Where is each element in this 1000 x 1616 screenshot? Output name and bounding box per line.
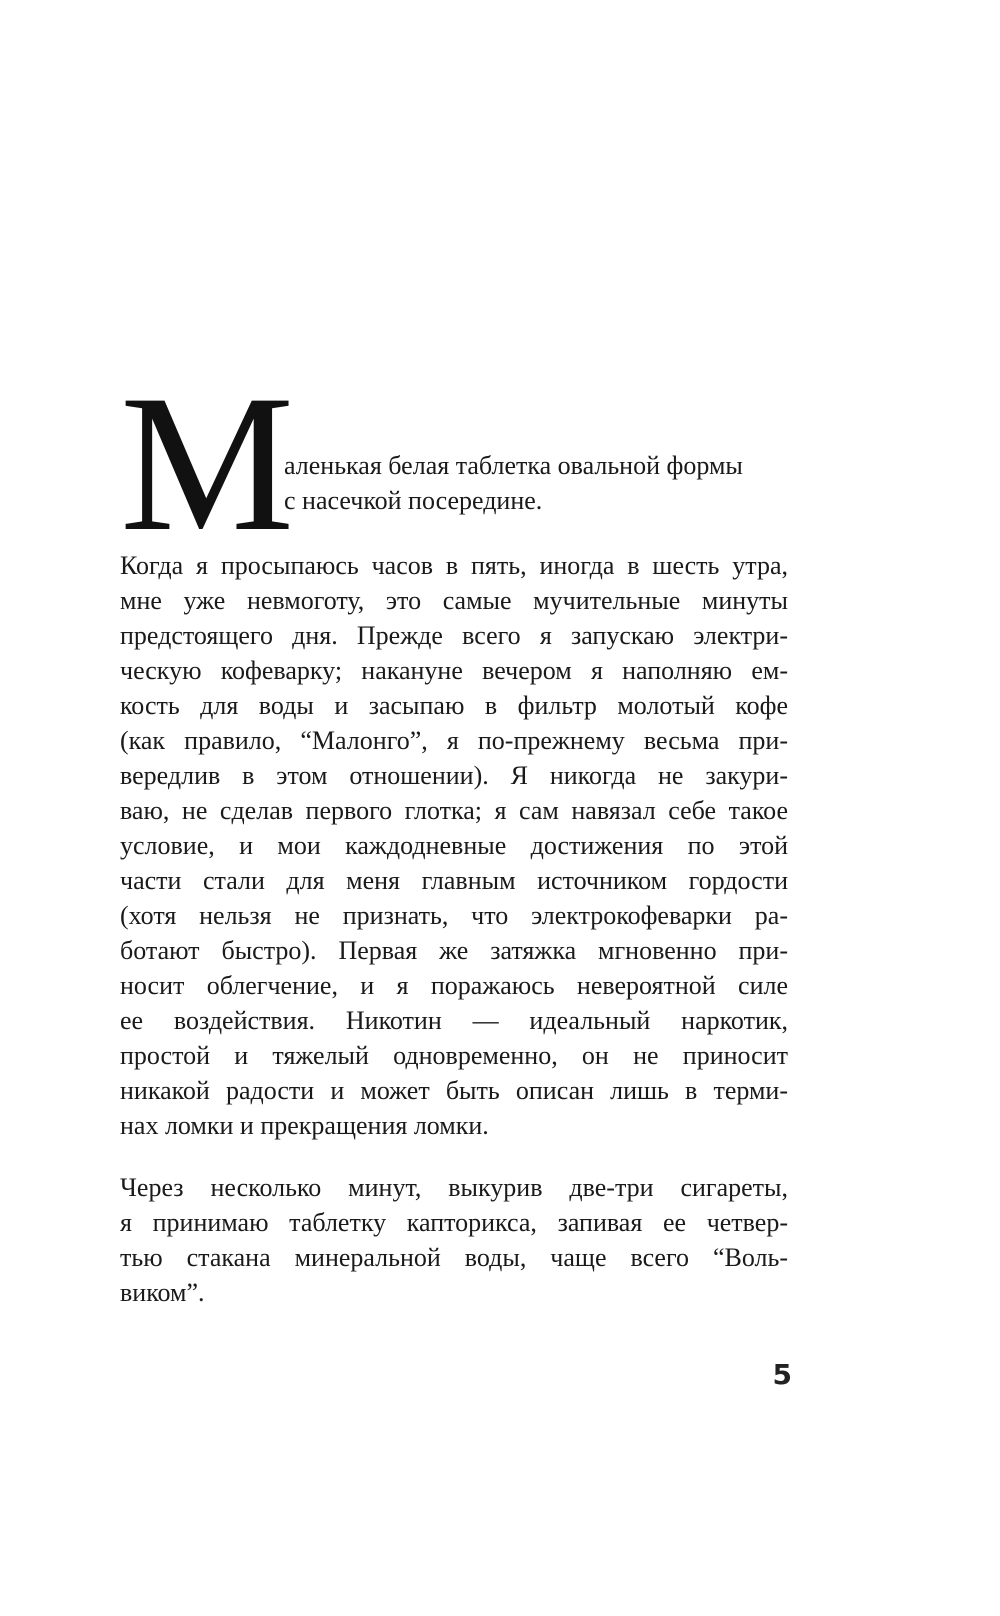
text-line: мне уже невмоготу, это самые мучительные минуты <box>120 586 788 615</box>
text-line: носит облегчение, и я поражаюсь невероятной силе <box>120 971 788 1000</box>
paragraph <box>120 548 788 1143</box>
text-line: простой и тяжелый одновременно, он не приносит <box>120 1041 788 1070</box>
text-line: виком”. <box>120 1278 205 1307</box>
text-line: нах ломки и прекращения ломки. <box>120 1111 489 1140</box>
text-line: ботают быстро). Первая же затяжка мгновенно при- <box>120 936 788 965</box>
text-line: я принимаю таблетку капторикса, запивая ее четвер- <box>120 1208 788 1237</box>
text-line: Когда я просыпаюсь часов в пять, иногда в шесть утра, <box>120 551 788 580</box>
text-line: ее воздействия. Никотин — идеальный наркотик, <box>120 1006 788 1035</box>
text-line: ваю, не сделав первого глотка; я сам навязал себе такое <box>120 796 788 825</box>
text-line: вередлив в этом отношении). Я никогда не закури- <box>120 761 788 790</box>
text-line: предстоящего дня. Прежде всего я запускаю электри- <box>120 621 788 650</box>
text-line: условие, и мои каждодневные достижения по этой <box>120 831 788 860</box>
opening-line: аленькая белая таблетка овальной формы <box>284 451 743 480</box>
drop-cap: М <box>120 355 293 572</box>
text-line: (как правило, “Малонго”, я по-прежнему весьма при- <box>120 726 788 755</box>
opening-text <box>284 448 824 518</box>
text-line: части стали для меня главным источником гордости <box>120 866 788 895</box>
text-line: ческую кофеварку; накануне вечером я наполняю ем- <box>120 656 788 685</box>
text-line: тью стакана минеральной воды, чаще всего “Воль- <box>120 1243 788 1272</box>
text-line: кость для воды и засыпаю в фильтр молотый кофе <box>120 691 788 720</box>
text-line: (хотя нельзя не признать, что электрокофеварки ра- <box>120 901 788 930</box>
text-line: Через несколько минут, выкурив две-три сигареты, <box>120 1173 788 1202</box>
text-line: никакой радости и может быть описан лишь в терми- <box>120 1076 788 1105</box>
page-number: 5 <box>772 1358 792 1391</box>
opening-line: с насечкой посередине. <box>284 486 543 515</box>
paragraph <box>120 1170 788 1310</box>
